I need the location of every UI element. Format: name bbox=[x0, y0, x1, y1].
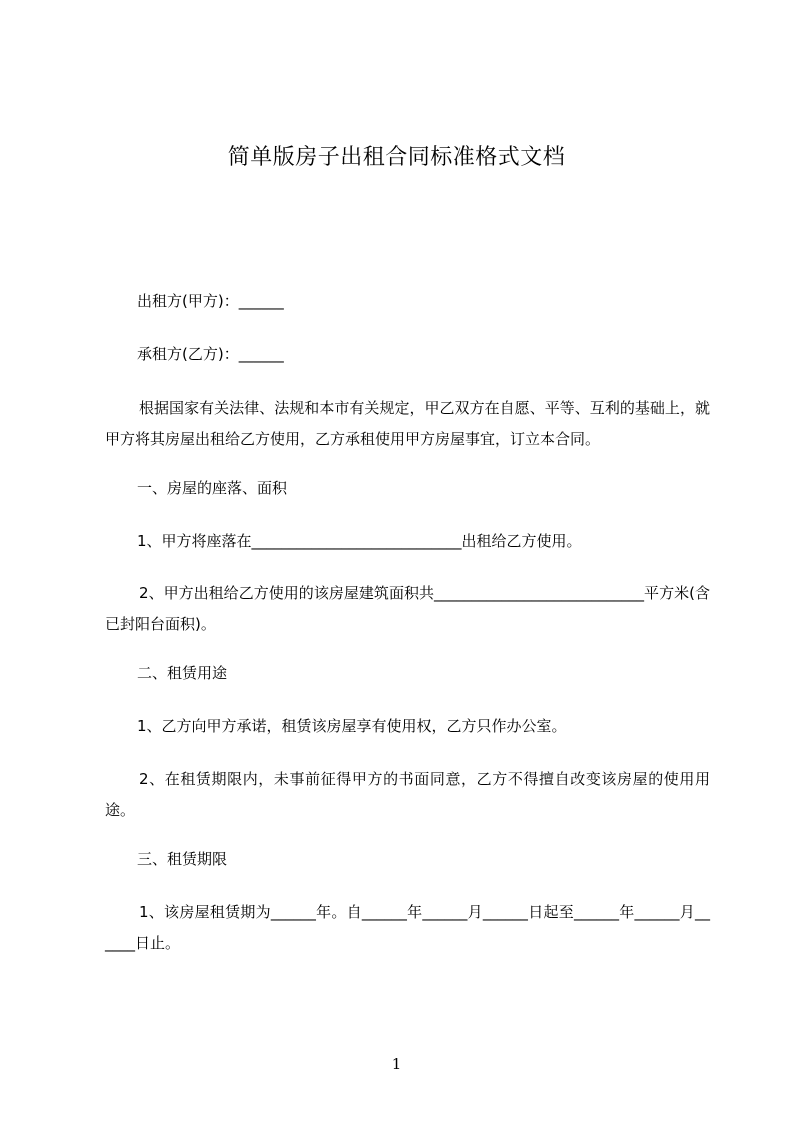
lessor-line: 出租方(甲方)：______ bbox=[137, 292, 284, 310]
section-1-item-1: 1、甲方将座落在____________________________出租给乙方使用。 bbox=[137, 532, 582, 550]
section-2-item-1: 1、乙方向甲方承诺，租赁该房屋享有使用权，乙方只作办公室。 bbox=[137, 717, 567, 735]
lessee-line: 承租方(乙方)：______ bbox=[137, 345, 284, 363]
document-title: 简单版房子出租合同标准格式文档 bbox=[227, 145, 566, 170]
section-3-item-1: 1、该房屋租赁期为______年。自______年______月______日起至______年______月______日止。 bbox=[105, 903, 710, 952]
section-2-heading: 二、租赁用途 bbox=[137, 664, 228, 682]
page-number: 1 bbox=[391, 1055, 402, 1073]
section-3-heading: 三、租赁期限 bbox=[137, 850, 228, 868]
section-2-item-2: 2、在租赁期限内，未事前征得甲方的书面同意，乙方不得擅自改变该房屋的使用用途。 bbox=[105, 770, 710, 819]
intro-paragraph: 根据国家有关法律、法规和本市有关规定，甲乙双方在自愿、平等、互利的基础上，就甲方将其房屋出租给乙方使用，乙方承租使用甲方房屋事宜，订立本合同。 bbox=[105, 399, 710, 448]
section-1-item-2: 2、甲方出租给乙方使用的该房屋建筑面积共____________________________平方米(含已封阳台面积)。 bbox=[105, 584, 710, 633]
section-1-heading: 一、房屋的座落、面积 bbox=[137, 479, 288, 497]
